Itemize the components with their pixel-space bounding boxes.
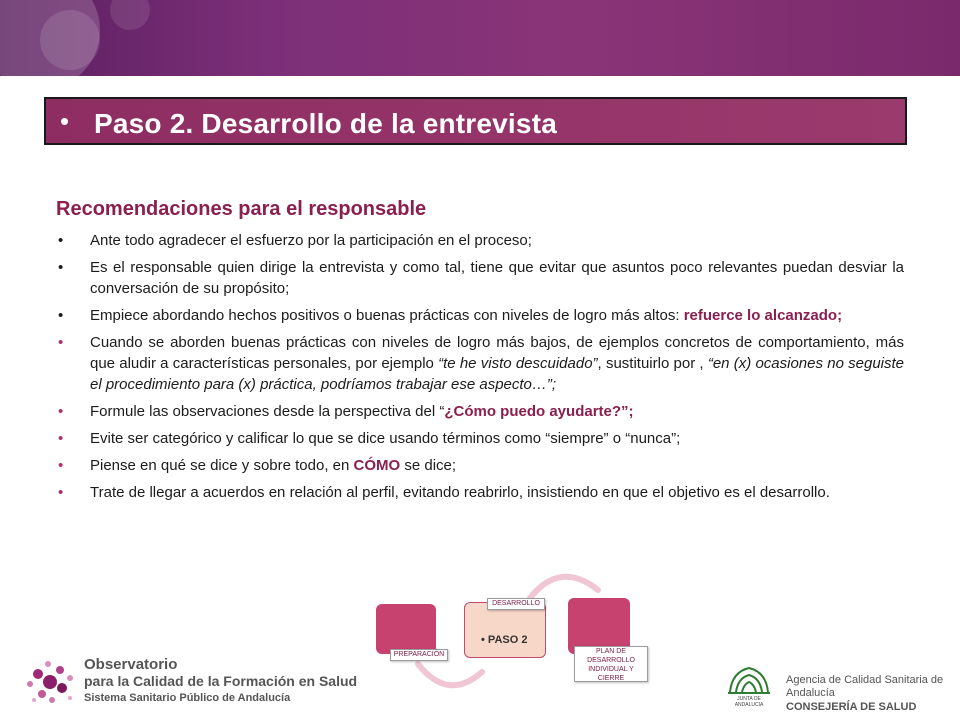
emphasis-text: ¿Cómo puedo ayudarte?”; (444, 403, 634, 420)
list-item: • Ante todo agradecer el esfuerzo por la participación en el proceso; (58, 232, 532, 249)
observatorio-logo-icon (22, 656, 78, 708)
step-plan-label: PLAN DE DESARROLLO INDIVIDUAL Y CIERRE (574, 646, 648, 682)
bullet-icon: • (58, 232, 64, 249)
bullet-icon: • (58, 484, 64, 501)
process-diagram (370, 568, 660, 698)
list-item: • Cuando se aborden buenas prácticas con niveles de logro más bajos, de ejemplos concretos de comportamiento, más que aludir a características personales, por ejemplo “te he visto descuidado”, sustituirlo por , “en (x) ocasiones no seguiste el procedimiento para (x) práctica, podríamos trabajar ese aspecto…”; (58, 334, 905, 393)
observatorio-logo-text: Observatorio para la Calidad de la Formación en Salud Sistema Sanitario Público de Andalucía (84, 656, 358, 704)
step-desarrollo-body: • PASO 2 (481, 634, 528, 646)
list-item: • Piense en qué se dice y sobre todo, en CÓMO se dice; (58, 457, 457, 474)
recommendations-list (56, 230, 904, 509)
section-heading: Recomendaciones para el responsable (56, 198, 427, 220)
step-preparacion-label: PREPARACIÓN (390, 649, 448, 661)
bullet-icon: • (58, 307, 64, 324)
bullet-icon: • (58, 457, 64, 474)
list-item: • Empiece abordando hechos positivos o buenas prácticas con niveles de logro más altos: refuerce lo alcanzado; (58, 307, 843, 324)
bullet-icon: • (60, 106, 70, 136)
emphasis-text: CÓMO (353, 457, 401, 474)
step-preparacion-box (376, 604, 436, 654)
junta-andalucia-emblem-icon (724, 662, 774, 698)
step-desarrollo-label: DESARROLLO (487, 598, 545, 610)
top-banner (0, 0, 960, 76)
junta-label: JUNTA DE ANDALUCIA (734, 696, 764, 708)
list-item: • Formule las observaciones desde la perspectiva del “¿Cómo puedo ayudarte?”; (58, 403, 634, 420)
list-item: • Trate de llegar a acuerdos en relación al perfil, evitando reabrirlo, insistiendo en que el objetivo es el desarrollo. (58, 484, 830, 501)
emphasis-text: refuerce lo alcanzado; (683, 307, 843, 324)
slide-title: Paso 2. Desarrollo de la entrevista (94, 108, 557, 139)
bullet-icon: • (58, 430, 64, 447)
bullet-icon: • (58, 403, 64, 420)
slide-title-bar (44, 97, 907, 145)
step-desarrollo-box (464, 602, 546, 658)
agency-logo-text: Agencia de Calidad Sanitaria de Andalucía CONSEJERÍA DE SALUD (786, 674, 944, 713)
list-item: • Evite ser categórico y calificar lo que se dice usando términos como “siempre” o “nunca”; (58, 430, 681, 447)
bullet-icon: • (58, 334, 64, 351)
list-item: • Es el responsable quien dirige la entrevista y como tal, tiene que evitar que asuntos poco relevantes puedan desviar la conversación de su propósito; (58, 259, 904, 297)
bullet-icon: • (58, 259, 64, 276)
